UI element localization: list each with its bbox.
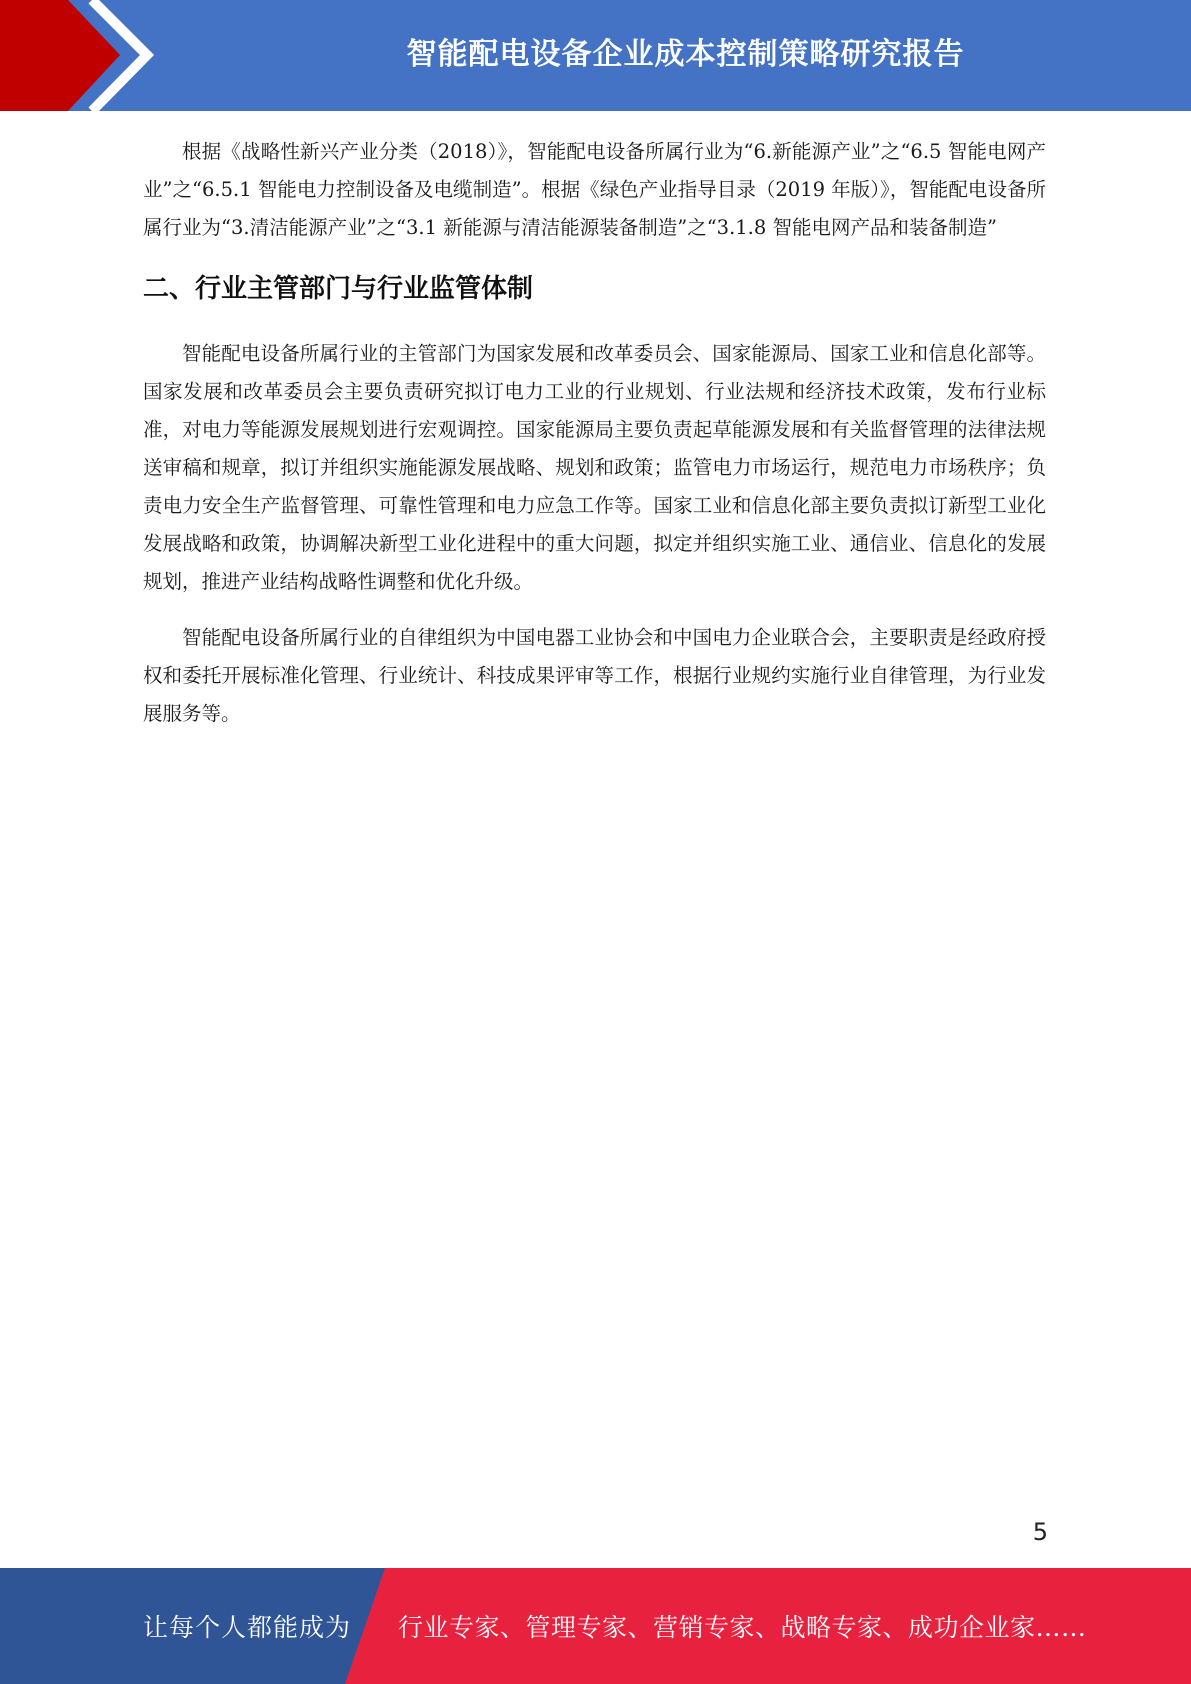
footer-slogan-right: 行业专家、管理专家、营销专家、战略专家、成功企业家……: [398, 1613, 1087, 1642]
paragraph-self-regulation: 智能配电设备所属行业的自律组织为中国电器工业协会和中国电力企业联合会，主要职责是经政府授权和委托开展标准化管理、行业统计、科技成果评审等工作，根据行业规约实施行业自律管理，为行业发展服务等。: [143, 626, 1046, 725]
paragraph-authorities: 智能配电设备所属行业的主管部门为国家发展和改革委员会、国家能源局、国家工业和信息化部等。国家发展和改革委员会主要负责研究拟订电力工业的行业规划、行业法规和经济技术政策，发布行业标准，对电力等能源发展规划进行宏观调控。国家能源局主要负责起草能源发展和有关监督管理的法律法规送审稿和规章，拟订并组织实施能源发展战略、规划和政策；监管电力市场运行，规范电力市场秩序；负责电力安全生产监督管理、可靠性管理和电力应急工作等。国家工业和信息化部主要负责拟订新型工业化发展战略和政策，协调解决新型工业化进程中的重大问题，拟定并组织实施工业、通信业、信息化的发展规划，推进产业结构战略性调整和优化升级。: [143, 342, 1046, 593]
page-number: 5: [1032, 1518, 1048, 1546]
paragraph-industry-classification: 根据《战略性新兴产业分类（2018）》，智能配电设备所属行业为“6.新能源产业”之“6.5 智能电网产业”之“6.5.1 智能电力控制设备及电缆制造”。根据《绿色产业指导目录（2019 年版）》，智能配电设备所属行业为“3.清洁能源产业”之“3.1 新能源与清洁能源装备制造”之“3.1.8 智能电网产品和装备制造”: [143, 140, 1046, 239]
page-body: [143, 133, 1046, 733]
report-title: 智能配电设备企业成本控制策略研究报告: [406, 36, 965, 72]
page-footer: [0, 1568, 1191, 1684]
footer-slogan-left: 让每个人都能成为: [143, 1613, 352, 1642]
page-header: [0, 0, 1191, 111]
section-heading: 二、行业主管部门与行业监管体制: [143, 274, 534, 304]
